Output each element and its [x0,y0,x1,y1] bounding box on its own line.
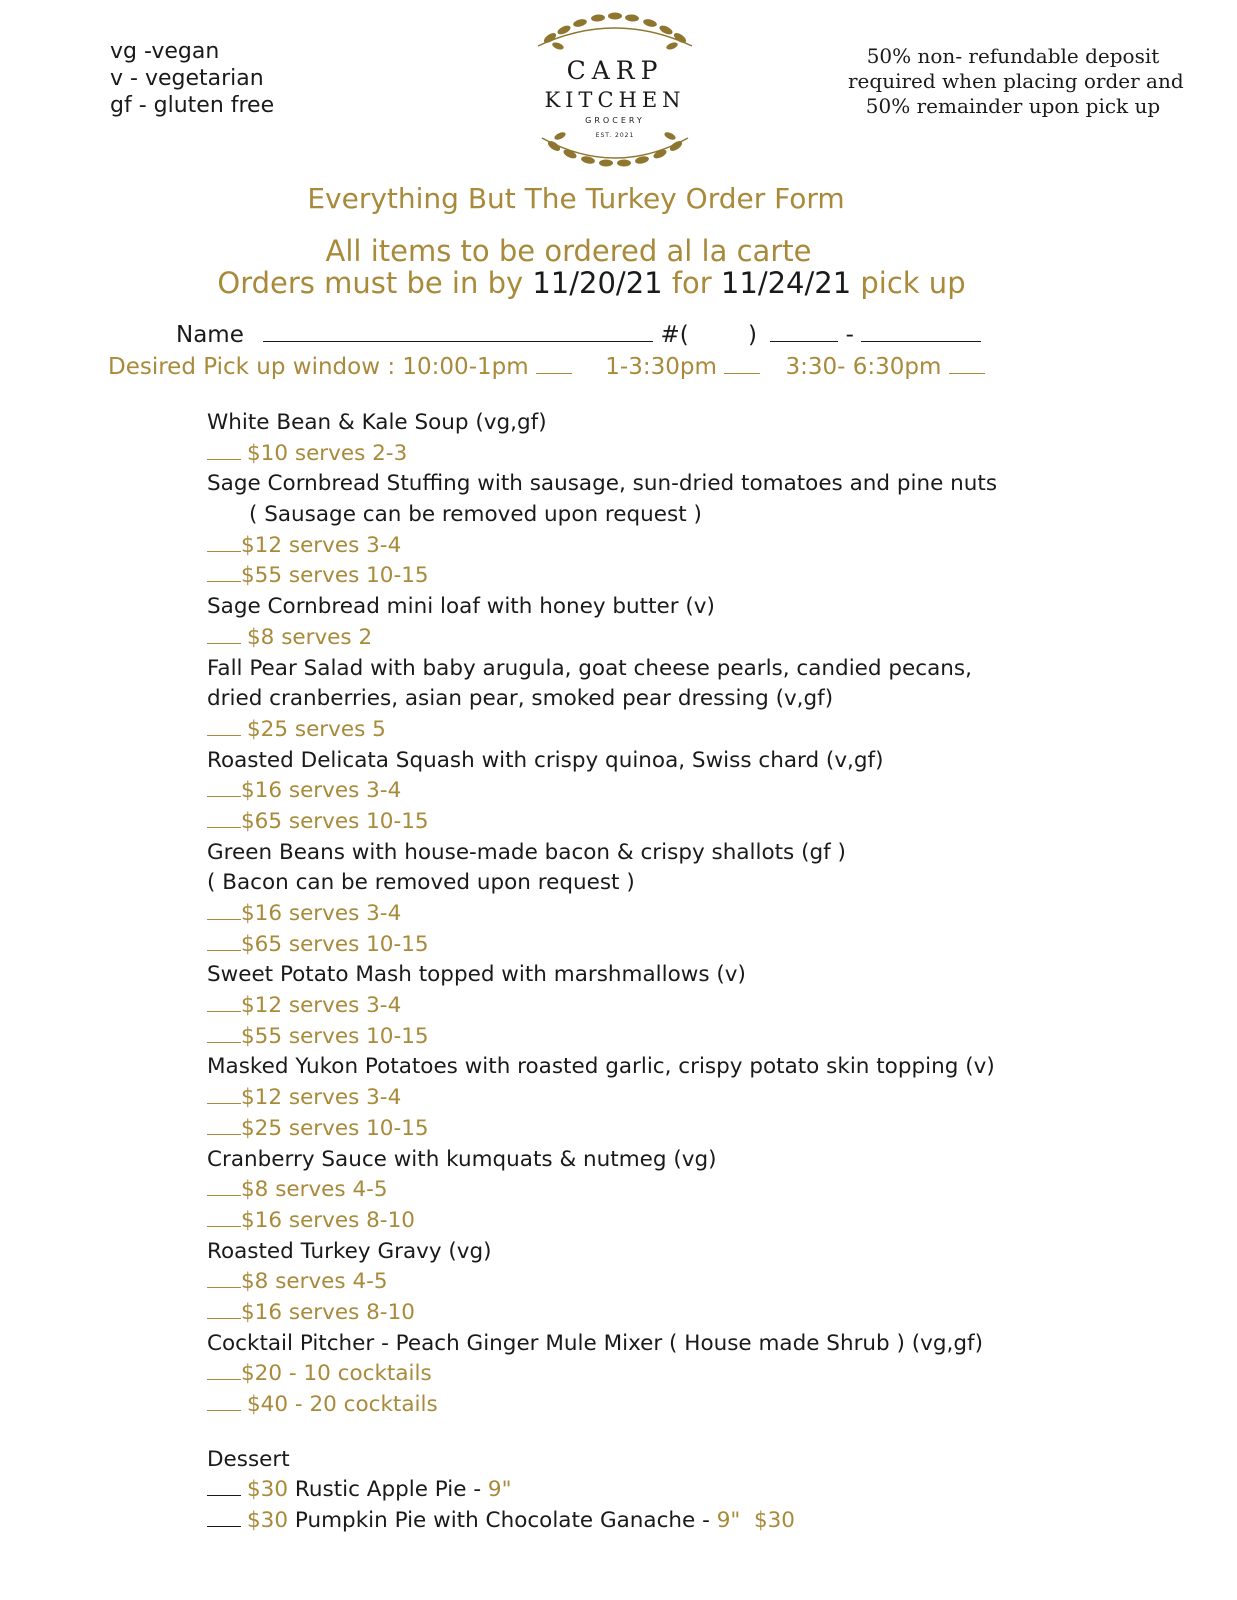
page-title: Everything But The Turkey Order Form [307,182,845,215]
deadline-text: for [662,266,721,300]
dessert-price: $30 [247,1508,289,1534]
logo-kitchen: KITCHEN [544,88,686,112]
deadline-text: Orders must be in by [217,266,533,300]
menu-option [207,1359,997,1390]
option-text: $20 - 10 cocktails [241,1361,432,1387]
option-text: $40 - 20 cocktails [247,1392,438,1417]
menu-option [207,1298,997,1329]
pickup-window-row [108,354,985,380]
option-text: $16 serves 3-4 [241,778,402,804]
menu-option [207,715,997,746]
menu-item-name: White Bean & Kale Soup (vg,gf) [207,410,547,435]
option-text: $55 serves 10-15 [241,1023,429,1049]
logo-grocery: GROCERY [585,116,645,125]
option-text: $65 serves 10-15 [241,808,429,834]
phone-prefix-field[interactable] [770,323,838,342]
pickup-option-1: 10:00-1pm [402,354,529,380]
quantity-blank[interactable] [207,901,241,920]
menu-option [207,1267,997,1298]
option-text: $16 serves 3-4 [241,901,402,926]
deadline-note [0,266,1183,300]
deposit-line: 50% remainder upon pick up [865,94,1161,118]
deposit-line: 50% non- refundable deposit [866,44,1160,68]
pickup-option-1-field[interactable] [536,355,572,374]
dessert-option [207,1506,997,1537]
order-deadline-date: 11/20/21 [532,266,663,300]
menu-option [207,439,997,470]
dessert-size: 9" [716,1508,741,1534]
menu-item-name: dried cranberries, asian pear, smoked pear dressing (v,gf) [207,686,834,712]
menu-item-name: Cocktail Pitcher - Peach Ginger Mule Mixer ( House made Shrub ) (vg,gf) [207,1330,983,1356]
phone-dash: - [845,322,854,348]
menu-item-name: Roasted Turkey Gravy (vg) [207,1238,492,1264]
menu-item-note: ( Bacon can be removed upon request ) [207,870,635,896]
dessert-heading: Dessert [207,1446,290,1472]
option-text: $8 serves 4-5 [241,1177,388,1203]
diet-legend [110,38,274,119]
menu-item-name: Masked Yukon Potatoes with roasted garlic, crispy potato skin topping (v) [207,1054,995,1080]
deadline-text: pick up [851,266,966,300]
menu-option [207,930,997,961]
name-field[interactable] [263,323,653,342]
quantity-blank[interactable] [207,778,241,797]
quantity-blank[interactable] [207,1177,241,1196]
dessert-option [207,1475,997,1506]
quantity-blank[interactable] [207,993,241,1012]
option-text: $10 serves 2-3 [247,440,408,466]
quantity-blank[interactable] [207,717,241,736]
option-text: $25 serves 5 [247,716,386,742]
menu-option [207,1175,997,1206]
pickup-option-3-field[interactable] [949,355,985,374]
quantity-blank[interactable] [207,1024,241,1043]
quantity-blank[interactable] [207,1300,241,1319]
option-text: $8 serves 2 [247,624,373,650]
option-text: $25 serves 10-15 [241,1115,429,1141]
legend-gluten-free: gf - gluten free [110,93,275,118]
dessert-name: Rustic Apple Pie - [294,1477,488,1503]
quantity-blank[interactable] [207,625,241,644]
legend-vegan: vg -vegan [110,39,220,64]
menu-item-note: ( Sausage can be removed upon request ) [249,502,702,528]
option-text: $16 serves 8-10 [241,1299,415,1325]
quantity-blank[interactable] [207,1477,241,1496]
menu-option [207,1083,997,1114]
option-text: $8 serves 4-5 [241,1269,388,1295]
menu-item-name: Sage Cornbread Stuffing with sausage, sun-dried tomatoes and pine nuts [207,471,998,497]
menu-option [207,1022,997,1053]
quantity-blank[interactable] [207,533,241,552]
quantity-blank[interactable] [207,1392,241,1411]
quantity-blank[interactable] [207,1085,241,1104]
menu-option [207,1206,997,1237]
ordering-note: All items to be ordered al la carte [325,234,812,268]
pickup-option-2: 1-3:30pm [605,354,717,380]
menu-option [207,807,997,838]
option-text: $12 serves 3-4 [241,993,402,1019]
option-text: $65 serves 10-15 [241,931,429,957]
dessert-size: 9" [487,1477,512,1503]
option-text: $16 serves 8-10 [241,1207,415,1233]
dessert-price: $30 [247,1477,289,1503]
name-phone-row [176,322,981,348]
deposit-note [848,44,1184,119]
quantity-blank[interactable] [207,809,241,828]
dessert-price: $30 [753,1508,795,1534]
menu-option [207,623,997,654]
pickup-option-2-field[interactable] [724,355,760,374]
logo-carp: CARP [566,56,664,85]
carp-kitchen-logo [530,8,700,176]
quantity-blank[interactable] [207,441,241,460]
quantity-blank[interactable] [207,932,241,951]
quantity-blank[interactable] [207,1269,241,1288]
phone-label: #( [660,322,689,348]
option-text: $55 serves 10-15 [241,563,429,589]
menu-option [207,531,997,562]
name-label: Name [176,322,244,348]
phone-paren: ) [748,322,758,348]
menu-option [207,1114,997,1145]
option-text: $12 serves 3-4 [241,532,402,558]
dessert-name: Pumpkin Pie with Chocolate Ganache - [294,1508,717,1534]
menu-item-name: Sweet Potato Mash topped with marshmallows (v) [207,962,746,988]
menu-item-name: Green Beans with house-made bacon & crispy shallots (gf ) [207,839,846,865]
deposit-line: required when placing order and [848,69,1184,93]
phone-line-field[interactable] [861,323,981,342]
menu-option [207,1390,997,1421]
quantity-blank[interactable] [207,563,241,582]
menu-option [207,776,997,807]
logo-est: EST. 2021 [595,132,635,139]
quantity-blank[interactable] [207,1208,241,1227]
menu-option [207,561,997,592]
quantity-blank[interactable] [207,1508,241,1527]
option-text: $12 serves 3-4 [241,1085,402,1111]
pickup-date: 11/24/21 [720,266,852,300]
menu-item-name: Sage Cornbread mini loaf with honey butter (v) [207,594,715,620]
quantity-blank[interactable] [207,1116,241,1135]
pickup-label: Desired Pick up window : [108,354,396,380]
menu-option [207,899,997,930]
legend-vegetarian: v - vegetarian [110,66,264,91]
menu-item-name: Roasted Delicata Squash with crispy quinoa, Swiss chard (v,gf) [207,747,884,773]
menu-item-name: Cranberry Sauce with kumquats & nutmeg (vg) [207,1146,717,1172]
menu-item-name: Fall Pear Salad with baby arugula, goat cheese pearls, candied pecans, [207,655,972,681]
quantity-blank[interactable] [207,1361,241,1380]
pickup-option-3: 3:30- 6:30pm [785,354,942,380]
menu-list [207,408,997,1537]
menu-option [207,991,997,1022]
